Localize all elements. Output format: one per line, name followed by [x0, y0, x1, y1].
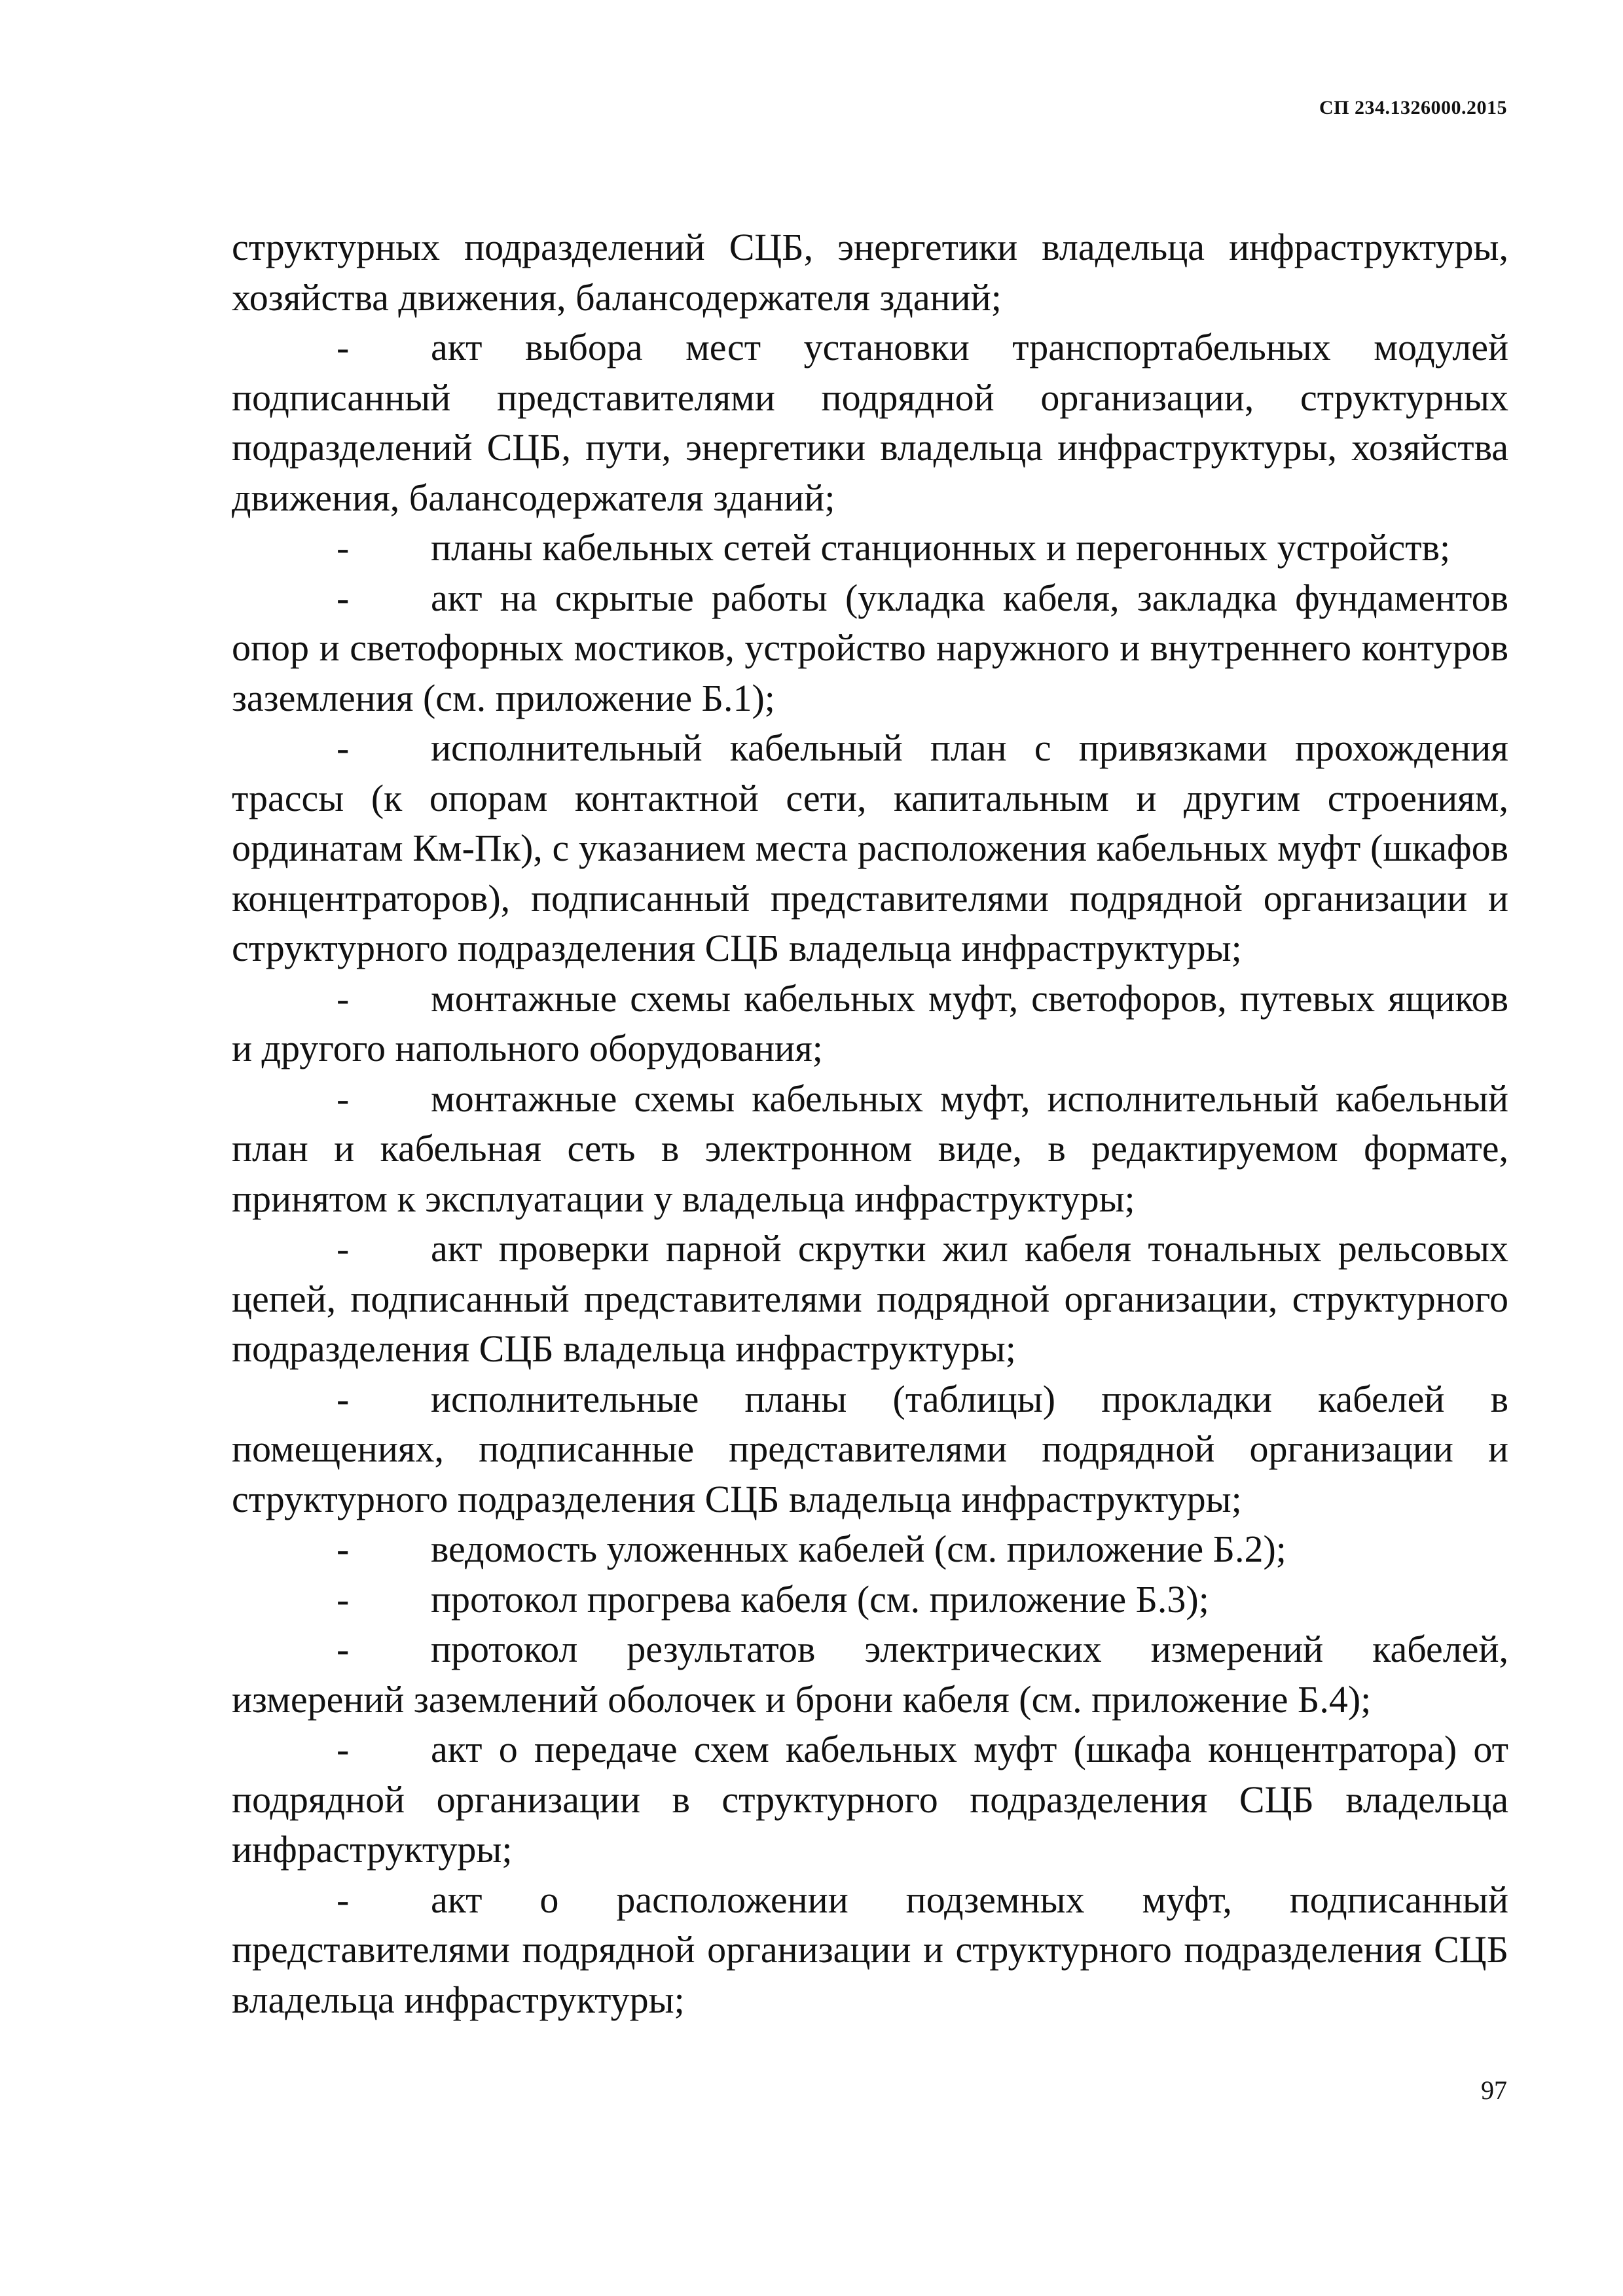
list-item-text: монтажные схемы кабельных муфт, исполнительный кабельный план и кабельная сеть в электронном виде, в редактируемом формате, принятом к эксплуатации у владельца инфраструктуры; — [232, 1077, 1508, 1220]
dash-marker: - — [337, 326, 350, 368]
list-item — [232, 523, 1508, 573]
list-item-text: монтажные схемы кабельных муфт, светофоров, путевых ящиков и другого напольного оборудования; — [232, 977, 1508, 1069]
list-item-text: исполнительный кабельный план с привязками прохождения трассы (к опорам контактной сети, капитальным и другим строениям, ординатам Км-Пк), с указанием места расположения кабельных муфт (шкафов концентраторов), подписанный представителями подрядной организации и структурного подразделения СЦБ владельца инфраструктуры; — [232, 726, 1508, 969]
dash-marker: - — [337, 576, 350, 619]
list-item — [232, 1875, 1508, 2026]
list-item — [232, 723, 1508, 974]
list-item-text: ведомость уложенных кабелей (см. приложение Б.2); — [431, 1528, 1286, 1570]
list-item — [232, 1224, 1508, 1374]
document-code-header: СП 234.1326000.2015 — [1319, 97, 1507, 118]
list-item-text: акт о расположении подземных муфт, подписанный представителями подрядной организации и структурного подразделения СЦБ владельца инфраструктуры; — [232, 1878, 1508, 2021]
dash-marker: - — [337, 526, 350, 569]
list-item-text: акт выбора мест установки транспортабельных модулей подписанный представителями подрядной организации, структурных подразделений СЦБ, пути, энергетики владельца инфраструктуры, хозяйства движения, балансодержателя зданий; — [232, 326, 1508, 519]
continuation-paragraph: структурных подразделений СЦБ, энергетики владельца инфраструктуры, хозяйства движения, балансодержателя зданий; — [232, 226, 1508, 319]
list-item-text: протокол прогрева кабеля (см. приложение Б.3); — [431, 1577, 1209, 1621]
list-item-text: планы кабельных сетей станционных и перегонных устройств; — [431, 526, 1451, 569]
list-item — [232, 974, 1508, 1074]
list-item-text: акт на скрытые работы (укладка кабеля, закладка фундаментов опор и светофорных мостиков, устройство наружного и внутреннего контуров заземления (см. приложение Б.1); — [232, 576, 1508, 719]
dash-marker: - — [337, 1377, 350, 1420]
dash-marker: - — [337, 1878, 350, 1921]
page-number: 97 — [1481, 2075, 1507, 2105]
dash-marker: - — [337, 1628, 350, 1670]
dash-marker: - — [337, 977, 350, 1020]
dash-marker: - — [337, 1227, 350, 1270]
dash-marker: - — [337, 726, 350, 769]
dash-marker: - — [337, 1077, 350, 1120]
list-item — [232, 1374, 1508, 1525]
dash-marker: - — [337, 1528, 350, 1570]
list-item-text: акт о передаче схем кабельных муфт (шкафа концентратора) от подрядной организации в структурного подразделения СЦБ владельца инфраструктуры; — [232, 1728, 1508, 1871]
list-item — [232, 1524, 1508, 1575]
list-item — [232, 1624, 1508, 1725]
dash-marker: - — [337, 1728, 350, 1770]
list-item — [232, 323, 1508, 523]
dash-marker: - — [337, 1577, 350, 1621]
list-item-text: протокол результатов электрических измерений кабелей, измерений заземлений оболочек и брони кабеля (см. приложение Б.4); — [232, 1628, 1508, 1721]
document-body — [232, 223, 1508, 2025]
list-item — [232, 1725, 1508, 1875]
list-item-text: акт проверки парной скрутки жил кабеля тональных рельсовых цепей, подписанный представителями подрядной организации, структурного подразделения СЦБ владельца инфраструктуры; — [232, 1227, 1508, 1370]
list-item-text: исполнительные планы (таблицы) прокладки кабелей в помещениях, подписанные представителями подрядной организации и структурного подразделения СЦБ владельца инфраструктуры; — [232, 1377, 1508, 1520]
list-item — [232, 1575, 1508, 1625]
list-item — [232, 573, 1508, 724]
list-item — [232, 1074, 1508, 1225]
